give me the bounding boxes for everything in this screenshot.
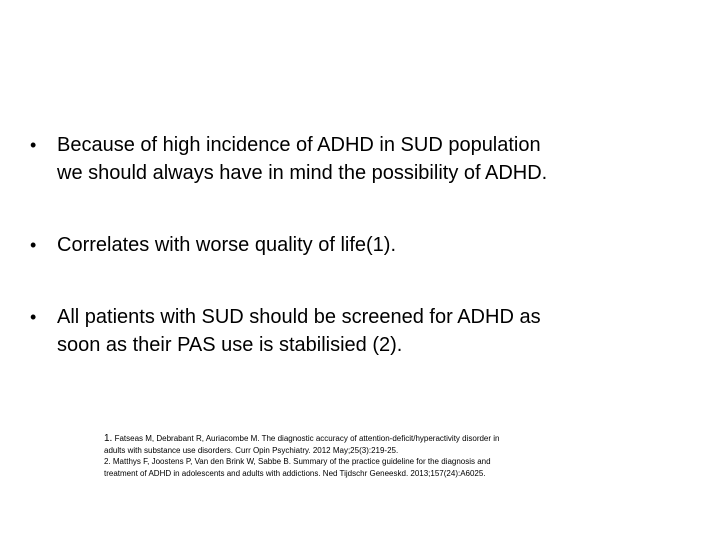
reference-1 [104,433,574,445]
bullet-screening [30,303,690,359]
bullet-line: • Because of high incidence of ADHD in SUD population [57,134,541,156]
bullet-adhd-incidence [30,131,690,187]
reference-2: 2. Matthys F, Joostens P, Van den Brink W, Sabbe B. Summary of the practice guideline for the diagnosis and [104,457,491,466]
reference-number: 1. [104,433,113,444]
bullet-line: • All patients with SUD should be screened for ADHD as [57,306,541,328]
reference-2-cont: treatment of ADHD in adolescents and adults with addictions. Ned Tijdschr Geneeskd. 2013;157(24):A6025. [104,468,486,478]
reference-text: Fatseas M, Debrabant R, Auriacombe M. The diagnostic accuracy of attention-deficit/hyperactivity disorder in [112,434,500,443]
bullet-list [30,131,690,359]
reference-1-cont: adults with substance use disorders. Curr Opin Psychiatry. 2012 May;25(3):219-25. [104,445,399,455]
bullet-line: we should always have in mind the possibility of ADHD. [57,162,548,184]
bullet-line: • Correlates with worse quality of life(1). [57,234,397,256]
bullet-line: soon as their PAS use is stabilisied (2). [57,334,403,356]
references [104,433,574,479]
bullet-quality-of-life [30,231,690,259]
